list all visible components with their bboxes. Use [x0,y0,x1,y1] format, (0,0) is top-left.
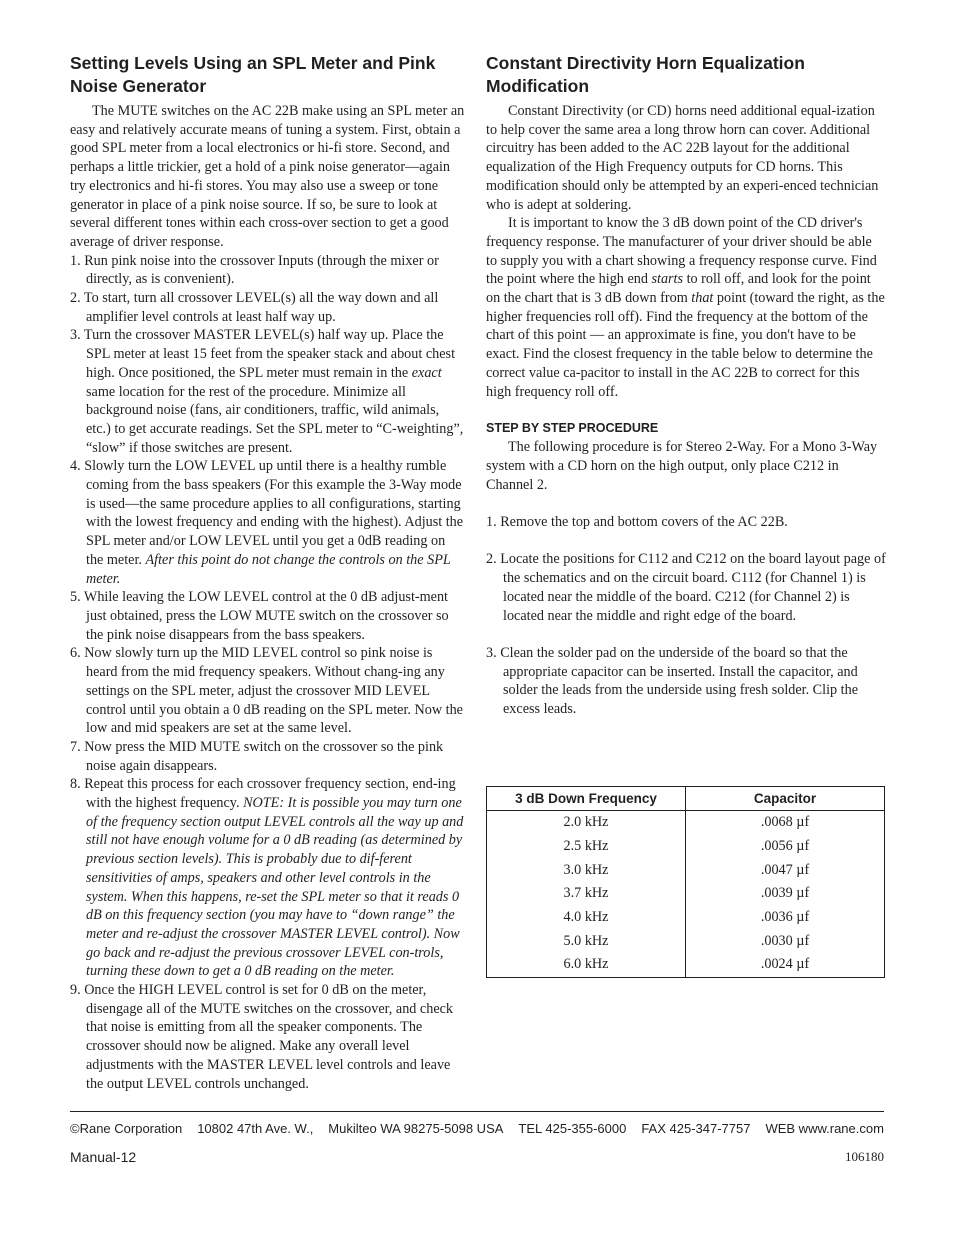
step-2: 2. To start, turn all crossover LEVEL(s) all the way down and all amplifier level controls at least half way up. [70,290,439,325]
cd-paragraph-2-em-starts: starts [651,271,684,288]
table-row [487,858,885,882]
footer-city: Mukilteo WA 98275-5098 USA [328,1121,504,1136]
table-header-row [487,787,885,811]
frequency-cell: 2.0 kHz [487,811,686,835]
section-heading-spl: Setting Levels Using an SPL Meter and Pink Noise Generator [70,53,436,96]
procedure-step-3: 3. Clean the solder pad on the underside of the board so that the appropriate capacitor can be inserted. Install the capacitor, and solder the leads from the underside using fresh solder. Clip the excess leads. [486,644,859,718]
procedure-intro: The following procedure is for Stereo 2-Way. For a Mono 3-Way system with a CD horn on the high output, only place C212 in Channel 2. [486,439,878,493]
cd-paragraph-2 [486,214,886,401]
step-8-text: 8. Repeat this process for each crossover frequency section, end-ing with the highest frequency. [70,776,456,812]
frequency-cell: 2.5 kHz [487,835,686,859]
step-7: 7. Now press the MID MUTE switch on the crossover so the pink noise again disappears. [70,738,444,774]
footer-address-line [70,1120,884,1138]
left-column [70,52,466,1093]
cd-paragraph-2-b: to roll off, and look for the point on the chart that is 3 dB down from [486,271,871,307]
column-header-capacitor: Capacitor [686,787,885,811]
procedure-step-1: 1. Remove the top and bottom covers of the AC 22B. [486,514,788,531]
step-3-emphasis: exact [411,364,442,381]
frequency-cell: 3.7 kHz [487,882,686,906]
page-label: Manual-12 [70,1149,137,1165]
cd-paragraph-2-em-that: that [691,290,714,307]
column-header-frequency: 3 dB Down Frequency [487,787,686,811]
step-5: 5. While leaving the LOW LEVEL control at the 0 dB adjust-ment just obtained, press the LOW MUTE switch on the crossover so the pink noise disappears from the bass speakers. [70,589,449,643]
cd-paragraph-1: Constant Directivity (or CD) horns need additional equal-ization to help cover the same area a long throw horn can cover. Additional circuitry has been added to the AC 22B layout for the additional equalization of the High Frequency outputs for CD horns. This modification should only be attempted by an experi-enced technician who is adept at soldering. [486,103,879,213]
section-heading-cd-horn: Constant Directivity Horn Equalization Modification [486,53,805,96]
step-4 [70,457,466,588]
step-1: 1. Run pink noise into the crossover Inputs (through the mixer or directly, as is convenient). [70,252,439,288]
procedure-subheading: STEP BY STEP PROCEDURE [486,421,659,436]
capacitor-cell: .0068 µf [760,814,810,831]
capacitor-cell: .0024 µf [760,956,810,973]
intro-paragraph: The MUTE switches on the AC 22B make using an SPL meter an easy and relatively accurate means of tuning a system. First, obtain a good SPL meter from a local electronics or hi-fi store. Second, and perhaps a little trickier, get a hold of a pink noise generator—again try electronics and hi-fi stores. You may also use a sweep or tone generator in place of a pink noise source. If so, be sure to look at several different tones within each cross-over section to get a good average of driver response. [70,103,465,250]
cd-paragraph-2-c: point (toward the right, as the higher frequencies roll off). Find the frequency at the bottom of the chart of this point — an approximate is fine, you don't have to be exact. Find the closest frequency in the table below to determine the correct value ca-pacitor to install in the AC 22B to correct for this high frequency roll off. [486,290,885,400]
step-3-text-b: same location for the rest of the procedure. Minimize all background noise (fans, air conditioners, traffic, wild animals, etc.) to get accurate readings. Set the SPL meter to “C-weighting”, “slow” if those switches are present. [86,383,464,456]
table-row [487,811,885,835]
frequency-cell: 5.0 kHz [487,929,686,953]
table-row [487,882,885,906]
capacitor-cell: .0036 µf [760,909,810,926]
table-row [487,953,885,977]
capacitor-cell: .0030 µf [760,932,810,949]
step-9: 9. Once the HIGH LEVEL control is set for 0 dB on the meter, disengage all of the MUTE switches on the crossover, and check that noise is emitting from all the speaker components. The crossover should now be aligned. Make any overall level adjustments with the MASTER LEVEL level controls and leave the output LEVEL controls unchanged. [70,982,454,1092]
table-row [487,835,885,859]
capacitor-cell: .0056 µf [760,838,810,855]
capacitor-cell: .0039 µf [760,885,810,902]
step-3-text-a: 3. Turn the crossover MASTER LEVEL(s) half way up. Place the SPL meter at least 15 feet from the speaker stack and about chest high. Once positioned, the SPL meter must remain in the [70,327,456,381]
procedure-step-2: 2. Locate the positions for C112 and C212 on the board layout page of the schematics and on the circuit board. C112 (for Channel 1) is located near the middle of the board. C212 (for Channel 2) is located near the middle and right edge of the board. [486,551,886,624]
table-row [487,906,885,930]
frequency-cell: 6.0 kHz [487,953,686,977]
footer-tel: TEL 425-355-6000 [518,1121,627,1136]
footer-divider [70,1111,884,1112]
step-6: 6. Now slowly turn up the MID LEVEL control so pink noise is heard from the mid frequency speakers. Without chang-ing any settings on the SPL meter, adjust the crossover MID LEVEL control until you obtain a 0 dB reading on the SPL meter. Now the low and mid speakers are set at the same level. [70,645,463,737]
right-column [486,52,886,719]
capacitor-table [486,786,885,978]
footer-web: WEB www.rane.com [765,1121,884,1136]
table-row [487,929,885,953]
step-4-emphasis: After this point do not change the controls on the SPL meter. [86,551,451,587]
footer-fax: FAX 425-347-7757 [641,1121,751,1136]
footer-company: ©Rane Corporation [70,1121,183,1136]
cd-paragraph-2-a: It is important to know the 3 dB down point of the CD driver's frequency response. The manufacturer of your driver should be able to supply you with a chart showing a frequency response curve. Find the point where the high end [486,215,877,288]
capacitor-cell: .0047 µf [760,861,810,878]
step-8-note: NOTE: It is possible you may turn one of the frequency section output LEVEL controls all the way up and still not have enough volume for a 0 dB reading (as determined by previous section levels). This is probably due to dif-ferent sensitivities of amps, speakers and other level controls in the system. When this happens, re-set the SPL meter so that it reads 0 dB on this frequency section (you may have to “down range” the meter and re-adjust the crossover MASTER LEVEL control). Now go back and re-adjust the previous crossover LEVEL con-trols, turning these down to get a 0 dB reading on the meter. [86,795,464,980]
document-number: 106180 [845,1149,884,1164]
frequency-cell: 3.0 kHz [487,858,686,882]
procedure-steps-list [486,513,886,719]
frequency-cell: 4.0 kHz [487,906,686,930]
step-4-text: 4. Slowly turn the LOW LEVEL up until there is a healthy rumble coming from the bass speakers (For this example the 3-Way mode is used—the same procedure applies to all configurations, starting with the lowest frequency and ending with the highest). Adjust the SPL meter and/or LOW LEVEL until you get a 0dB reading on the meter. [70,458,464,568]
footer-street: 10802 47th Ave. W., [197,1121,314,1136]
step-8 [70,775,466,981]
step-3 [70,326,466,457]
spl-steps-list [70,252,466,1094]
